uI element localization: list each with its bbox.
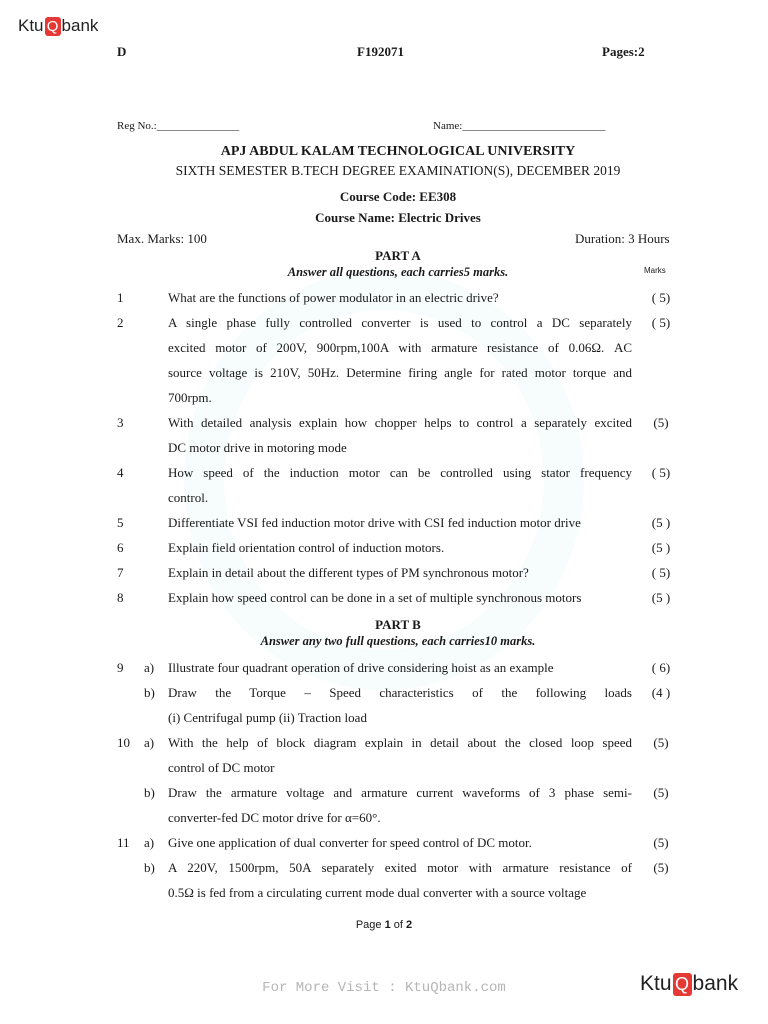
question-number: 3	[117, 415, 124, 430]
question-text-line: A single phase fully controlled converter is used to control a DC separately	[168, 315, 632, 330]
question-marks: (5)	[653, 415, 669, 430]
exam-title: SIXTH SEMESTER B.TECH DEGREE EXAMINATION(S), DECEMBER 2019	[175, 163, 621, 178]
question-item	[0, 585, 768, 610]
question-item	[0, 780, 768, 830]
question-number: 10	[117, 735, 130, 750]
visit-website-link[interactable]: For More Visit : KtuQbank.com	[262, 980, 506, 996]
logo-q-badge: Q	[673, 973, 692, 996]
page-number-total: 2	[406, 919, 413, 931]
question-text-line: Explain how speed control can be done in a set of multiple synchronous motors	[168, 590, 582, 605]
question-item	[0, 855, 768, 905]
question-item	[0, 310, 768, 410]
question-marks: (5)	[653, 785, 669, 800]
question-text-line: What are the functions of power modulator in an electric drive?	[168, 290, 499, 305]
question-number: 11	[117, 835, 130, 850]
question-text-line: DC motor drive in motoring mode	[168, 440, 347, 455]
question-text-line: Illustrate four quadrant operation of drive considering hoist as an example	[168, 660, 554, 675]
question-marks: (5 )	[651, 540, 671, 555]
page-number	[0, 919, 768, 931]
question-text-line: control of DC motor	[168, 760, 275, 775]
question-marks: (5 )	[651, 590, 671, 605]
sub-question-label: a)	[144, 735, 155, 750]
reg-no-blank: _______________	[156, 120, 240, 132]
question-item	[0, 410, 768, 460]
question-text-line: With the help of block diagram explain in detail about the closed loop speed	[168, 735, 632, 750]
question-item	[0, 460, 768, 510]
name-blank: __________________________	[462, 120, 606, 132]
question-item	[0, 680, 768, 730]
page-number-of: of	[390, 919, 407, 931]
page-count: Pages:2	[602, 44, 645, 59]
question-number: 6	[117, 540, 124, 555]
question-text-line: excited motor of 200V, 900rpm,100A with armature resistance of 0.06Ω. AC	[168, 340, 632, 355]
question-text-line: Differentiate VSI fed induction motor drive with CSI fed induction motor drive	[168, 515, 581, 530]
question-text-line: 0.5Ω is fed from a circulating current mode dual converter with a source voltage	[168, 885, 587, 900]
sub-question-label: b)	[144, 785, 155, 800]
question-marks: (4 )	[651, 685, 671, 700]
question-item	[0, 655, 768, 680]
question-marks: ( 5)	[651, 290, 671, 305]
question-marks: (5)	[653, 860, 669, 875]
ktuqbank-logo	[18, 16, 98, 36]
question-number: 5	[117, 515, 124, 530]
logo-text-ktu: Ktu	[640, 972, 672, 995]
question-number: 9	[117, 660, 124, 675]
part-a-title: PART A	[375, 248, 421, 263]
part-b-title: PART B	[375, 617, 421, 632]
page-number-prefix: Page	[355, 919, 385, 931]
part-a-instruction: Answer all questions, each carries5 marks.	[287, 265, 509, 279]
question-text-line: source voltage is 210V, 50Hz. Determine firing angle for rated motor torque and	[168, 365, 632, 380]
question-marks: (5 )	[651, 515, 671, 530]
question-marks: ( 5)	[651, 315, 671, 330]
question-text-line: Give one application of dual converter for speed control of DC motor.	[168, 835, 532, 850]
question-number: 8	[117, 590, 124, 605]
sub-question-label: a)	[144, 660, 155, 675]
paper-set: D	[117, 44, 127, 59]
question-number: 7	[117, 565, 124, 580]
ktuqbank-logo-footer	[640, 972, 738, 996]
question-marks: ( 5)	[651, 465, 671, 480]
question-marks: ( 5)	[651, 565, 671, 580]
page-number-current: 1	[384, 919, 391, 931]
reg-no-field	[117, 120, 239, 132]
question-marks: ( 6)	[651, 660, 671, 675]
name-label: Name:	[433, 120, 463, 132]
course-code: Course Code: EE308	[339, 189, 457, 204]
question-number: 2	[117, 315, 124, 330]
question-text-line: A 220V, 1500rpm, 50A separately exited motor with armature resistance of	[168, 860, 632, 875]
question-number: 1	[117, 290, 124, 305]
question-item	[0, 730, 768, 780]
question-text-line: With detailed analysis explain how chopper helps to control a separately excited	[168, 415, 632, 430]
marks-column-label: Marks	[644, 266, 666, 275]
question-marks: (5)	[653, 835, 669, 850]
duration: Duration: 3 Hours	[575, 231, 670, 246]
question-text-line: Draw the armature voltage and armature current waveforms of 3 phase semi-	[168, 785, 632, 800]
logo-text-bank: bank	[61, 16, 99, 35]
question-text-line: (i) Centrifugal pump (ii) Traction load	[168, 710, 367, 725]
question-marks: (5)	[653, 735, 669, 750]
question-item	[0, 560, 768, 585]
sub-question-label: b)	[144, 685, 155, 700]
question-text-line: How speed of the induction motor can be controlled using stator frequency	[168, 465, 632, 480]
question-text-line: converter-fed DC motor drive for α=60°.	[168, 810, 381, 825]
question-item	[0, 510, 768, 535]
question-item	[0, 285, 768, 310]
course-name: Course Name: Electric Drives	[315, 210, 481, 225]
question-number: 4	[117, 465, 124, 480]
question-item	[0, 535, 768, 560]
paper-code: F192071	[357, 44, 404, 59]
max-marks: Max. Marks: 100	[117, 231, 207, 246]
logo-text-bank: bank	[692, 972, 739, 995]
sub-question-label: a)	[144, 835, 155, 850]
name-field	[433, 120, 605, 132]
logo-q-badge: Q	[45, 17, 61, 36]
university-title: APJ ABDUL KALAM TECHNOLOGICAL UNIVERSITY	[220, 144, 576, 159]
reg-no-label: Reg No.:	[117, 120, 157, 132]
logo-text-ktu: Ktu	[18, 16, 44, 35]
question-text-line: Explain in detail about the different types of PM synchronous motor?	[168, 565, 529, 580]
question-text-line: Explain field orientation control of induction motors.	[168, 540, 445, 555]
question-text-line: Draw the Torque – Speed characteristics of the following loads	[168, 685, 632, 700]
part-b-instruction: Answer any two full questions, each carries10 marks.	[260, 634, 536, 648]
question-item	[0, 830, 768, 855]
question-text-line: 700rpm.	[168, 390, 212, 405]
question-text-line: control.	[168, 490, 209, 505]
sub-question-label: b)	[144, 860, 155, 875]
